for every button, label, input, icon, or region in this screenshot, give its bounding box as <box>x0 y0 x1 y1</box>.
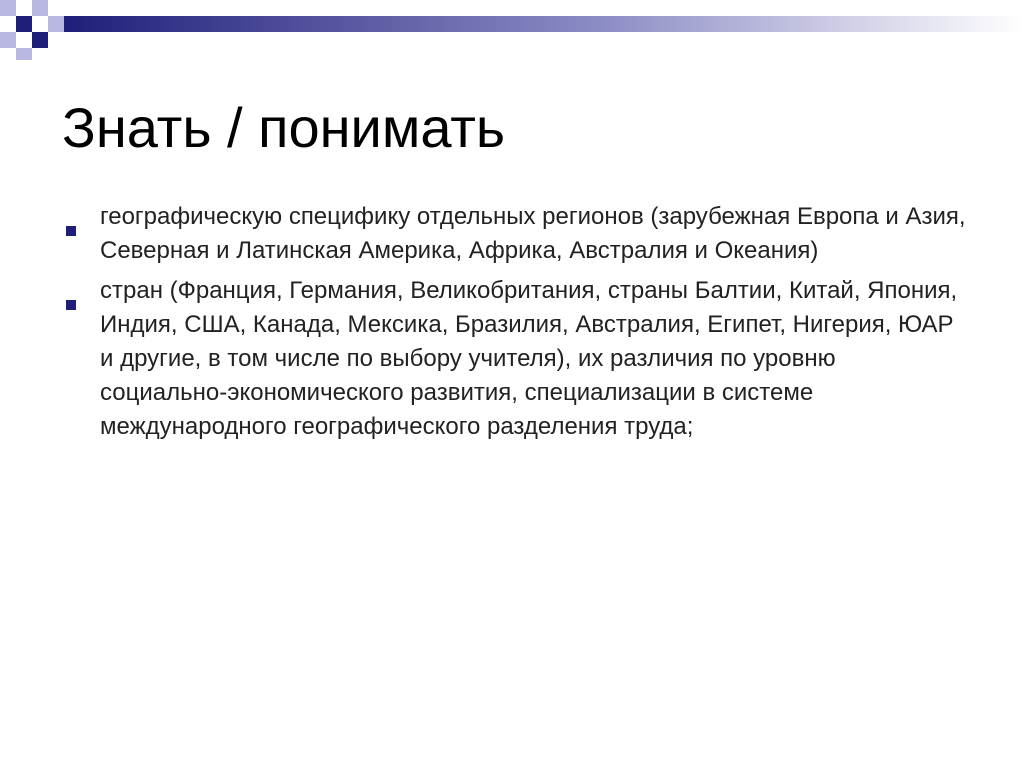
deco-square <box>32 32 48 48</box>
header-decoration <box>0 0 1024 60</box>
deco-square <box>16 16 32 32</box>
bullet-text: стран (Франция, Германия, Великобритания, страны Балтии, Китай, Япония, Индия, США, Канада, Мексика, Бразилия, Австралия, Египет, Нигерия, ЮАР и другие, в том числе по выбору учителя), их различия по уровню социально-экономического развития, специализации в системе международного географического разделения труда; <box>100 277 958 440</box>
checker-decoration <box>0 0 1024 60</box>
bullet-text: географическую специфику отдельных регионов (зарубежная Европа и Азия, Северная и Латинская Америка, Африка, Австралия и Океания) <box>100 203 966 264</box>
list-item <box>66 274 966 444</box>
deco-square <box>48 16 64 32</box>
square-bullet-icon <box>66 286 76 296</box>
deco-square <box>0 0 16 16</box>
deco-square <box>0 16 16 32</box>
bullet-list <box>66 200 966 450</box>
deco-square <box>0 32 16 48</box>
square-bullet-icon <box>66 212 76 222</box>
slide-title: Знать / понимать <box>62 96 506 159</box>
deco-square <box>16 48 32 60</box>
deco-square <box>32 0 48 16</box>
list-item <box>66 200 966 268</box>
header-gradient-bar <box>64 16 1024 32</box>
